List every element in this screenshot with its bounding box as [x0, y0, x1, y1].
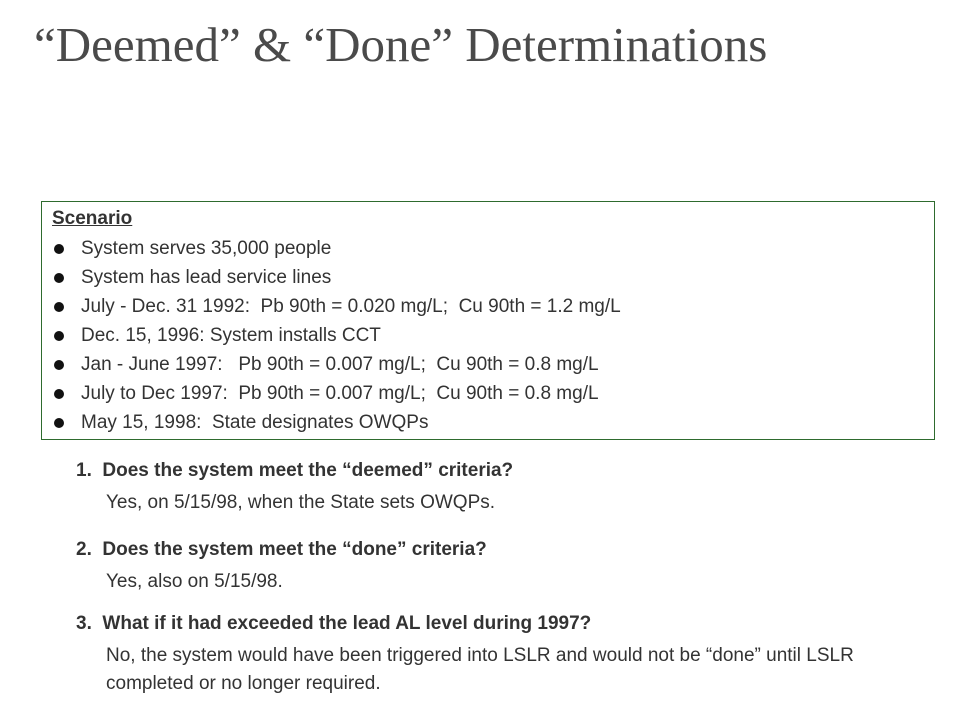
bullet-icon	[54, 302, 64, 312]
question-block-3	[76, 610, 916, 698]
scenario-item-text: System serves 35,000 people	[81, 238, 332, 259]
bullet-icon	[54, 418, 64, 428]
scenario-item	[52, 408, 934, 437]
scenario-item	[52, 379, 934, 408]
scenario-heading: Scenario	[52, 208, 133, 229]
bullet-icon	[54, 331, 64, 341]
question-1: 1. Does the system meet the “deemed” criteria?	[76, 460, 514, 481]
answer-2: Yes, also on 5/15/98.	[106, 571, 283, 592]
bullet-icon	[54, 389, 64, 399]
scenario-item	[52, 321, 934, 350]
scenario-box	[41, 201, 935, 440]
scenario-item-text: Dec. 15, 1996: System installs CCT	[81, 325, 381, 346]
question-block-1	[76, 457, 916, 517]
scenario-list	[52, 234, 934, 437]
bullet-icon	[54, 244, 64, 254]
bullet-icon	[54, 360, 64, 370]
answer-3: No, the system would have been triggered into LSLR and would not be “done” until LSLR completed or no longer required.	[106, 645, 854, 694]
scenario-item-text: System has lead service lines	[81, 267, 332, 288]
question-block-2	[76, 536, 916, 596]
scenario-item	[52, 350, 934, 379]
bullet-icon	[54, 273, 64, 283]
question-3: 3. What if it had exceeded the lead AL level during 1997?	[76, 613, 592, 634]
scenario-item-text: July - Dec. 31 1992: Pb 90th = 0.020 mg/L; Cu 90th = 1.2 mg/L	[81, 296, 621, 317]
scenario-item-text: July to Dec 1997: Pb 90th = 0.007 mg/L; Cu 90th = 0.8 mg/L	[81, 383, 599, 404]
slide-title: “Deemed” & “Done” Determinations	[34, 17, 768, 72]
scenario-item	[52, 263, 934, 292]
question-2: 2. Does the system meet the “done” criteria?	[76, 539, 487, 560]
scenario-item	[52, 292, 934, 321]
scenario-item	[52, 234, 934, 263]
answer-1: Yes, on 5/15/98, when the State sets OWQPs.	[106, 492, 496, 513]
scenario-item-text: May 15, 1998: State designates OWQPs	[81, 412, 429, 433]
scenario-item-text: Jan - June 1997: Pb 90th = 0.007 mg/L; Cu 90th = 0.8 mg/L	[81, 354, 599, 375]
